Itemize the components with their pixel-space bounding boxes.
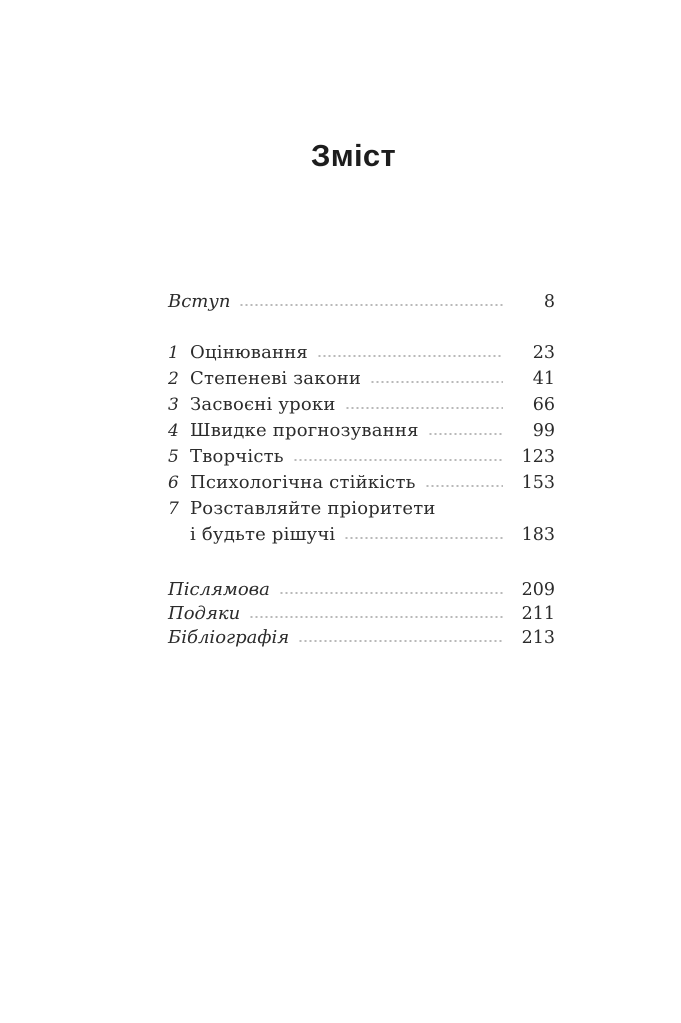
chapter-row <box>168 392 555 418</box>
chapter-number: 7 <box>168 499 179 519</box>
chapter-title: Творчість <box>190 446 284 467</box>
back-matter-list <box>168 578 555 650</box>
page-number: 66 <box>532 395 555 415</box>
chapter-row <box>168 366 555 392</box>
backmatter-label: Післямова <box>168 579 270 600</box>
chapter-row-continuation <box>168 522 555 548</box>
backmatter-row <box>168 578 555 602</box>
page-number: 8 <box>543 292 555 312</box>
page-number: 211 <box>521 604 555 624</box>
page-number: 123 <box>521 447 555 467</box>
backmatter-label: Бібліографія <box>168 627 290 648</box>
chapter-number: 6 <box>168 473 179 493</box>
dot-leader <box>428 432 503 436</box>
chapter-number: 4 <box>168 421 179 441</box>
chapter-number: 3 <box>168 395 179 415</box>
page-number: 99 <box>532 421 555 441</box>
chapter-row <box>168 496 555 522</box>
dot-leader <box>345 406 503 410</box>
chapter-row <box>168 444 555 470</box>
dot-leader <box>249 615 503 619</box>
dot-leader <box>298 639 503 643</box>
chapter-row <box>168 340 555 366</box>
dot-leader <box>317 354 503 358</box>
backmatter-row <box>168 602 555 626</box>
chapter-list <box>168 340 555 548</box>
page-number: 23 <box>532 343 555 363</box>
toc-row-intro <box>168 289 555 315</box>
chapter-number: 5 <box>168 447 179 467</box>
page-number: 213 <box>521 628 555 648</box>
toc-entry-label: Вступ <box>168 291 231 312</box>
page-title: Зміст <box>311 138 396 173</box>
page-number: 183 <box>521 525 555 545</box>
backmatter-label: Подяки <box>168 603 241 624</box>
backmatter-row <box>168 626 555 650</box>
dot-leader <box>293 458 503 462</box>
dot-leader <box>279 591 503 595</box>
chapter-title: Швидке прогнозування <box>190 420 419 441</box>
dot-leader <box>239 303 503 307</box>
page-number: 153 <box>521 473 555 493</box>
page-number: 209 <box>521 580 555 600</box>
page-number: 41 <box>532 369 555 389</box>
chapter-title-continuation: і будьте рішучі <box>190 524 336 545</box>
dot-leader <box>370 380 503 384</box>
chapter-title: Оцінювання <box>190 342 308 363</box>
dot-leader <box>344 536 503 540</box>
table-of-contents <box>168 289 555 650</box>
chapter-row <box>168 418 555 444</box>
chapter-number: 1 <box>168 343 179 363</box>
chapter-title: Засвоєні уроки <box>190 394 336 415</box>
chapter-title: Розставляйте пріоритети <box>190 498 436 519</box>
dot-leader <box>425 484 503 488</box>
chapter-number: 2 <box>168 369 179 389</box>
chapter-title: Психологічна стійкість <box>190 472 416 493</box>
chapter-row <box>168 470 555 496</box>
chapter-title: Степеневі закони <box>190 368 362 389</box>
